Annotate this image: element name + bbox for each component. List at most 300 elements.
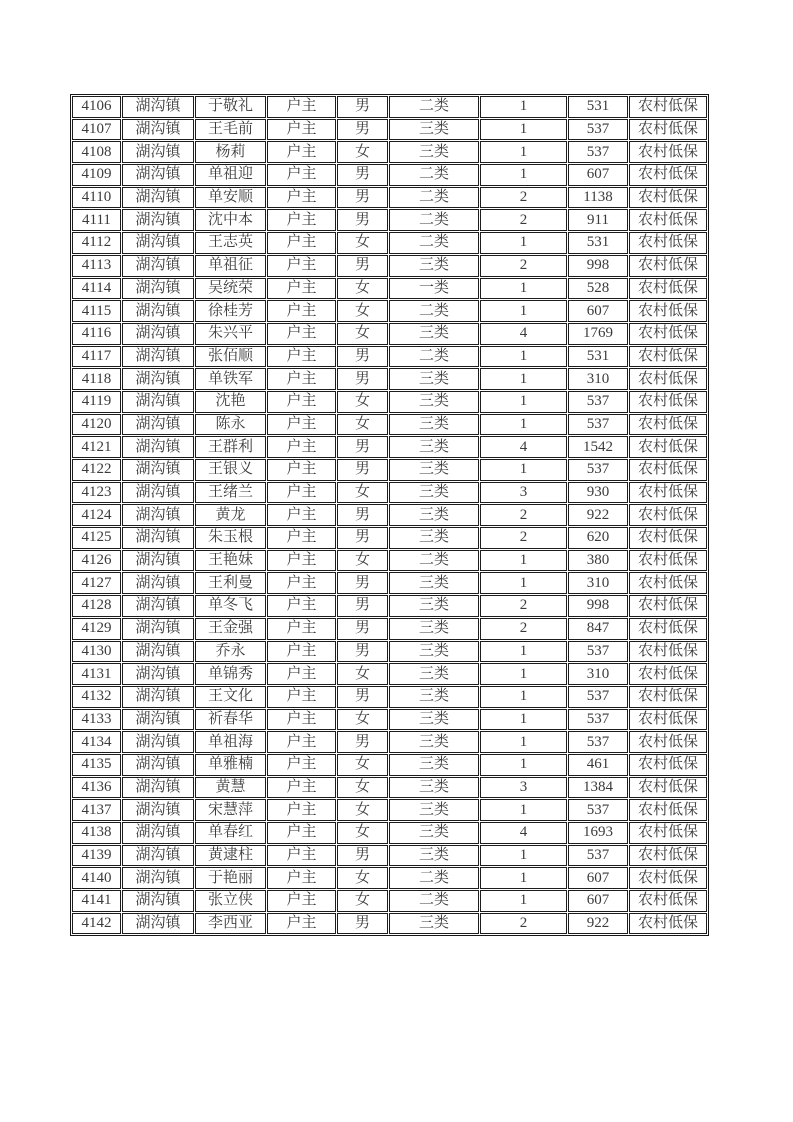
- cell-gender: 男: [337, 641, 388, 663]
- cell-person-name: 于敬礼: [195, 96, 266, 118]
- cell-sequence-number: 4123: [72, 482, 121, 504]
- cell-gender: 女: [337, 890, 388, 912]
- cell-person-name: 杨莉: [195, 141, 266, 163]
- cell-person-count: 1: [480, 346, 567, 368]
- cell-town: 湖沟镇: [122, 187, 194, 209]
- cell-gender: 男: [337, 459, 388, 481]
- cell-gender: 女: [337, 867, 388, 889]
- cell-assistance-type: 农村低保: [629, 96, 707, 118]
- table-row: [72, 686, 707, 708]
- cell-town: 湖沟镇: [122, 141, 194, 163]
- table-row: [72, 822, 707, 844]
- cell-amount: 537: [568, 119, 628, 141]
- cell-sequence-number: 4126: [72, 550, 121, 572]
- cell-household-relation: 户主: [267, 278, 336, 300]
- cell-category: 二类: [389, 890, 479, 912]
- cell-sequence-number: 4112: [72, 232, 121, 254]
- cell-assistance-type: 农村低保: [629, 595, 707, 617]
- cell-assistance-type: 农村低保: [629, 504, 707, 526]
- cell-category: 三类: [389, 731, 479, 753]
- table-row: [72, 595, 707, 617]
- cell-person-count: 1: [480, 641, 567, 663]
- cell-sequence-number: 4109: [72, 164, 121, 186]
- cell-gender: 女: [337, 391, 388, 413]
- cell-household-relation: 户主: [267, 368, 336, 390]
- cell-gender: 男: [337, 187, 388, 209]
- cell-sequence-number: 4108: [72, 141, 121, 163]
- cell-category: 三类: [389, 618, 479, 640]
- cell-town: 湖沟镇: [122, 414, 194, 436]
- cell-person-count: 1: [480, 663, 567, 685]
- cell-gender: 女: [337, 709, 388, 731]
- cell-sequence-number: 4127: [72, 572, 121, 594]
- table-row: [72, 255, 707, 277]
- table-row: [72, 278, 707, 300]
- cell-gender: 男: [337, 572, 388, 594]
- table-row: [72, 164, 707, 186]
- cell-gender: 女: [337, 300, 388, 322]
- cell-assistance-type: 农村低保: [629, 822, 707, 844]
- cell-sequence-number: 4113: [72, 255, 121, 277]
- table-row: [72, 641, 707, 663]
- table-row: [72, 436, 707, 458]
- cell-amount: 922: [568, 913, 628, 935]
- cell-person-name: 陈永: [195, 414, 266, 436]
- table-row: [72, 141, 707, 163]
- cell-person-name: 李西亚: [195, 913, 266, 935]
- cell-person-count: 2: [480, 595, 567, 617]
- cell-amount: 528: [568, 278, 628, 300]
- cell-sequence-number: 4141: [72, 890, 121, 912]
- cell-category: 三类: [389, 459, 479, 481]
- cell-person-count: 1: [480, 867, 567, 889]
- cell-household-relation: 户主: [267, 482, 336, 504]
- cell-sequence-number: 4139: [72, 845, 121, 867]
- cell-category: 三类: [389, 119, 479, 141]
- cell-gender: 女: [337, 777, 388, 799]
- cell-household-relation: 户主: [267, 209, 336, 231]
- table-row: [72, 346, 707, 368]
- cell-amount: 607: [568, 164, 628, 186]
- cell-town: 湖沟镇: [122, 96, 194, 118]
- cell-person-count: 4: [480, 436, 567, 458]
- cell-amount: 607: [568, 867, 628, 889]
- cell-person-count: 1: [480, 119, 567, 141]
- table-row: [72, 323, 707, 345]
- cell-assistance-type: 农村低保: [629, 527, 707, 549]
- table-row: [72, 119, 707, 141]
- cell-town: 湖沟镇: [122, 799, 194, 821]
- cell-town: 湖沟镇: [122, 641, 194, 663]
- table-row: [72, 414, 707, 436]
- cell-person-name: 单铁军: [195, 368, 266, 390]
- cell-gender: 女: [337, 414, 388, 436]
- cell-sequence-number: 4118: [72, 368, 121, 390]
- cell-person-count: 2: [480, 618, 567, 640]
- cell-category: 三类: [389, 663, 479, 685]
- cell-town: 湖沟镇: [122, 482, 194, 504]
- cell-sequence-number: 4131: [72, 663, 121, 685]
- cell-household-relation: 户主: [267, 391, 336, 413]
- cell-town: 湖沟镇: [122, 300, 194, 322]
- cell-assistance-type: 农村低保: [629, 459, 707, 481]
- cell-person-count: 1: [480, 414, 567, 436]
- cell-town: 湖沟镇: [122, 459, 194, 481]
- cell-household-relation: 户主: [267, 913, 336, 935]
- table-row: [72, 867, 707, 889]
- table-row: [72, 663, 707, 685]
- cell-amount: 847: [568, 618, 628, 640]
- cell-gender: 男: [337, 368, 388, 390]
- cell-household-relation: 户主: [267, 459, 336, 481]
- cell-assistance-type: 农村低保: [629, 663, 707, 685]
- cell-sequence-number: 4116: [72, 323, 121, 345]
- cell-category: 三类: [389, 686, 479, 708]
- cell-person-count: 1: [480, 232, 567, 254]
- table-row: [72, 845, 707, 867]
- cell-amount: 998: [568, 595, 628, 617]
- cell-assistance-type: 农村低保: [629, 709, 707, 731]
- cell-household-relation: 户主: [267, 867, 336, 889]
- cell-category: 三类: [389, 141, 479, 163]
- cell-person-count: 1: [480, 845, 567, 867]
- cell-household-relation: 户主: [267, 777, 336, 799]
- cell-person-name: 王文化: [195, 686, 266, 708]
- cell-town: 湖沟镇: [122, 845, 194, 867]
- cell-person-count: 1: [480, 96, 567, 118]
- cell-sequence-number: 4133: [72, 709, 121, 731]
- cell-sequence-number: 4136: [72, 777, 121, 799]
- cell-household-relation: 户主: [267, 686, 336, 708]
- cell-person-count: 1: [480, 278, 567, 300]
- cell-amount: 310: [568, 368, 628, 390]
- cell-category: 一类: [389, 278, 479, 300]
- cell-category: 二类: [389, 96, 479, 118]
- cell-person-count: 1: [480, 300, 567, 322]
- cell-person-count: 2: [480, 255, 567, 277]
- cell-person-count: 1: [480, 686, 567, 708]
- cell-person-name: 张佰顺: [195, 346, 266, 368]
- cell-amount: 620: [568, 527, 628, 549]
- cell-assistance-type: 农村低保: [629, 391, 707, 413]
- cell-sequence-number: 4119: [72, 391, 121, 413]
- cell-gender: 男: [337, 504, 388, 526]
- cell-amount: 537: [568, 709, 628, 731]
- cell-person-name: 单祖迎: [195, 164, 266, 186]
- cell-household-relation: 户主: [267, 595, 336, 617]
- cell-household-relation: 户主: [267, 323, 336, 345]
- cell-person-name: 沈艳: [195, 391, 266, 413]
- cell-person-count: 1: [480, 164, 567, 186]
- cell-assistance-type: 农村低保: [629, 618, 707, 640]
- cell-gender: 女: [337, 754, 388, 776]
- cell-person-count: 1: [480, 550, 567, 572]
- cell-amount: 1693: [568, 822, 628, 844]
- cell-person-name: 单雅楠: [195, 754, 266, 776]
- benefits-table-body: [72, 96, 707, 934]
- cell-sequence-number: 4135: [72, 754, 121, 776]
- cell-household-relation: 户主: [267, 164, 336, 186]
- cell-amount: 531: [568, 232, 628, 254]
- cell-person-count: 1: [480, 141, 567, 163]
- cell-town: 湖沟镇: [122, 822, 194, 844]
- cell-person-name: 徐桂芳: [195, 300, 266, 322]
- cell-town: 湖沟镇: [122, 164, 194, 186]
- cell-town: 湖沟镇: [122, 663, 194, 685]
- cell-assistance-type: 农村低保: [629, 414, 707, 436]
- cell-person-count: 1: [480, 572, 567, 594]
- cell-amount: 1384: [568, 777, 628, 799]
- cell-sequence-number: 4140: [72, 867, 121, 889]
- cell-category: 二类: [389, 187, 479, 209]
- cell-category: 二类: [389, 232, 479, 254]
- cell-amount: 537: [568, 414, 628, 436]
- cell-town: 湖沟镇: [122, 913, 194, 935]
- cell-person-count: 2: [480, 913, 567, 935]
- cell-sequence-number: 4114: [72, 278, 121, 300]
- cell-gender: 男: [337, 96, 388, 118]
- cell-sequence-number: 4107: [72, 119, 121, 141]
- cell-sequence-number: 4120: [72, 414, 121, 436]
- cell-gender: 男: [337, 618, 388, 640]
- cell-person-name: 单锦秀: [195, 663, 266, 685]
- cell-person-count: 1: [480, 731, 567, 753]
- cell-amount: 537: [568, 686, 628, 708]
- cell-category: 三类: [389, 709, 479, 731]
- table-row: [72, 459, 707, 481]
- cell-town: 湖沟镇: [122, 209, 194, 231]
- cell-sequence-number: 4129: [72, 618, 121, 640]
- cell-person-name: 王金强: [195, 618, 266, 640]
- cell-town: 湖沟镇: [122, 550, 194, 572]
- cell-gender: 男: [337, 346, 388, 368]
- cell-household-relation: 户主: [267, 436, 336, 458]
- cell-person-count: 1: [480, 709, 567, 731]
- cell-person-name: 黄慧: [195, 777, 266, 799]
- cell-category: 三类: [389, 436, 479, 458]
- cell-sequence-number: 4128: [72, 595, 121, 617]
- cell-sequence-number: 4117: [72, 346, 121, 368]
- cell-gender: 女: [337, 482, 388, 504]
- cell-assistance-type: 农村低保: [629, 300, 707, 322]
- cell-amount: 911: [568, 209, 628, 231]
- cell-sequence-number: 4132: [72, 686, 121, 708]
- cell-gender: 男: [337, 845, 388, 867]
- cell-town: 湖沟镇: [122, 119, 194, 141]
- cell-person-name: 王志英: [195, 232, 266, 254]
- cell-household-relation: 户主: [267, 550, 336, 572]
- cell-town: 湖沟镇: [122, 686, 194, 708]
- cell-household-relation: 户主: [267, 709, 336, 731]
- cell-person-count: 1: [480, 754, 567, 776]
- table-row: [72, 890, 707, 912]
- cell-category: 三类: [389, 323, 479, 345]
- cell-category: 三类: [389, 754, 479, 776]
- cell-amount: 607: [568, 890, 628, 912]
- table-row: [72, 187, 707, 209]
- cell-assistance-type: 农村低保: [629, 845, 707, 867]
- table-row: [72, 209, 707, 231]
- cell-person-count: 1: [480, 890, 567, 912]
- table-row: [72, 754, 707, 776]
- cell-town: 湖沟镇: [122, 232, 194, 254]
- cell-person-name: 祈春华: [195, 709, 266, 731]
- cell-assistance-type: 农村低保: [629, 323, 707, 345]
- cell-household-relation: 户主: [267, 799, 336, 821]
- cell-assistance-type: 农村低保: [629, 255, 707, 277]
- cell-gender: 男: [337, 595, 388, 617]
- cell-person-count: 3: [480, 777, 567, 799]
- cell-town: 湖沟镇: [122, 709, 194, 731]
- cell-category: 三类: [389, 414, 479, 436]
- cell-category: 三类: [389, 482, 479, 504]
- cell-household-relation: 户主: [267, 822, 336, 844]
- cell-gender: 女: [337, 278, 388, 300]
- cell-sequence-number: 4115: [72, 300, 121, 322]
- cell-category: 二类: [389, 209, 479, 231]
- cell-amount: 380: [568, 550, 628, 572]
- cell-amount: 537: [568, 845, 628, 867]
- cell-town: 湖沟镇: [122, 777, 194, 799]
- cell-household-relation: 户主: [267, 527, 336, 549]
- cell-category: 三类: [389, 391, 479, 413]
- cell-gender: 女: [337, 663, 388, 685]
- cell-town: 湖沟镇: [122, 867, 194, 889]
- cell-assistance-type: 农村低保: [629, 641, 707, 663]
- cell-assistance-type: 农村低保: [629, 436, 707, 458]
- cell-category: 三类: [389, 641, 479, 663]
- cell-person-name: 单祖海: [195, 731, 266, 753]
- cell-sequence-number: 4137: [72, 799, 121, 821]
- cell-gender: 男: [337, 436, 388, 458]
- cell-amount: 998: [568, 255, 628, 277]
- cell-person-name: 乔永: [195, 641, 266, 663]
- table-row: [72, 482, 707, 504]
- cell-household-relation: 户主: [267, 414, 336, 436]
- table-row: [72, 96, 707, 118]
- cell-person-count: 1: [480, 391, 567, 413]
- cell-household-relation: 户主: [267, 141, 336, 163]
- cell-household-relation: 户主: [267, 255, 336, 277]
- cell-amount: 537: [568, 731, 628, 753]
- cell-person-count: 4: [480, 323, 567, 345]
- cell-assistance-type: 农村低保: [629, 867, 707, 889]
- cell-amount: 1542: [568, 436, 628, 458]
- cell-town: 湖沟镇: [122, 436, 194, 458]
- cell-person-name: 单安顺: [195, 187, 266, 209]
- cell-person-name: 王毛前: [195, 119, 266, 141]
- cell-gender: 男: [337, 686, 388, 708]
- cell-household-relation: 户主: [267, 890, 336, 912]
- cell-assistance-type: 农村低保: [629, 119, 707, 141]
- cell-person-count: 2: [480, 527, 567, 549]
- cell-gender: 男: [337, 164, 388, 186]
- table-row: [72, 709, 707, 731]
- cell-household-relation: 户主: [267, 731, 336, 753]
- cell-amount: 537: [568, 141, 628, 163]
- cell-town: 湖沟镇: [122, 572, 194, 594]
- cell-assistance-type: 农村低保: [629, 368, 707, 390]
- cell-person-name: 朱兴平: [195, 323, 266, 345]
- cell-gender: 男: [337, 119, 388, 141]
- cell-assistance-type: 农村低保: [629, 141, 707, 163]
- cell-household-relation: 户主: [267, 663, 336, 685]
- cell-sequence-number: 4138: [72, 822, 121, 844]
- cell-household-relation: 户主: [267, 618, 336, 640]
- cell-amount: 1769: [568, 323, 628, 345]
- table-row: [72, 550, 707, 572]
- cell-category: 二类: [389, 164, 479, 186]
- cell-amount: 930: [568, 482, 628, 504]
- cell-assistance-type: 农村低保: [629, 890, 707, 912]
- cell-sequence-number: 4130: [72, 641, 121, 663]
- cell-sequence-number: 4110: [72, 187, 121, 209]
- cell-person-name: 宋慧萍: [195, 799, 266, 821]
- cell-household-relation: 户主: [267, 119, 336, 141]
- cell-person-count: 2: [480, 504, 567, 526]
- cell-amount: 607: [568, 300, 628, 322]
- cell-category: 三类: [389, 255, 479, 277]
- cell-person-name: 张立侠: [195, 890, 266, 912]
- cell-household-relation: 户主: [267, 96, 336, 118]
- cell-household-relation: 户主: [267, 845, 336, 867]
- cell-amount: 310: [568, 572, 628, 594]
- cell-person-count: 1: [480, 459, 567, 481]
- cell-assistance-type: 农村低保: [629, 187, 707, 209]
- cell-category: 三类: [389, 527, 479, 549]
- benefits-table: [70, 94, 709, 936]
- cell-category: 三类: [389, 504, 479, 526]
- cell-assistance-type: 农村低保: [629, 777, 707, 799]
- cell-person-count: 1: [480, 368, 567, 390]
- cell-category: 二类: [389, 550, 479, 572]
- cell-sequence-number: 4122: [72, 459, 121, 481]
- cell-assistance-type: 农村低保: [629, 346, 707, 368]
- cell-town: 湖沟镇: [122, 890, 194, 912]
- table-row: [72, 368, 707, 390]
- cell-town: 湖沟镇: [122, 504, 194, 526]
- cell-category: 三类: [389, 777, 479, 799]
- table-row: [72, 618, 707, 640]
- cell-household-relation: 户主: [267, 232, 336, 254]
- cell-sequence-number: 4142: [72, 913, 121, 935]
- cell-assistance-type: 农村低保: [629, 754, 707, 776]
- cell-household-relation: 户主: [267, 346, 336, 368]
- table-row: [72, 572, 707, 594]
- cell-category: 三类: [389, 845, 479, 867]
- cell-person-name: 朱玉根: [195, 527, 266, 549]
- cell-category: 三类: [389, 368, 479, 390]
- cell-gender: 男: [337, 731, 388, 753]
- cell-person-name: 单祖征: [195, 255, 266, 277]
- cell-household-relation: 户主: [267, 754, 336, 776]
- cell-sequence-number: 4124: [72, 504, 121, 526]
- cell-person-name: 王艳妹: [195, 550, 266, 572]
- cell-person-count: 2: [480, 187, 567, 209]
- cell-person-name: 王银义: [195, 459, 266, 481]
- cell-amount: 537: [568, 391, 628, 413]
- cell-town: 湖沟镇: [122, 255, 194, 277]
- cell-assistance-type: 农村低保: [629, 731, 707, 753]
- cell-assistance-type: 农村低保: [629, 164, 707, 186]
- cell-gender: 女: [337, 822, 388, 844]
- cell-category: 二类: [389, 346, 479, 368]
- cell-person-name: 黄龙: [195, 504, 266, 526]
- cell-gender: 男: [337, 209, 388, 231]
- table-row: [72, 799, 707, 821]
- cell-category: 三类: [389, 572, 479, 594]
- table-row: [72, 391, 707, 413]
